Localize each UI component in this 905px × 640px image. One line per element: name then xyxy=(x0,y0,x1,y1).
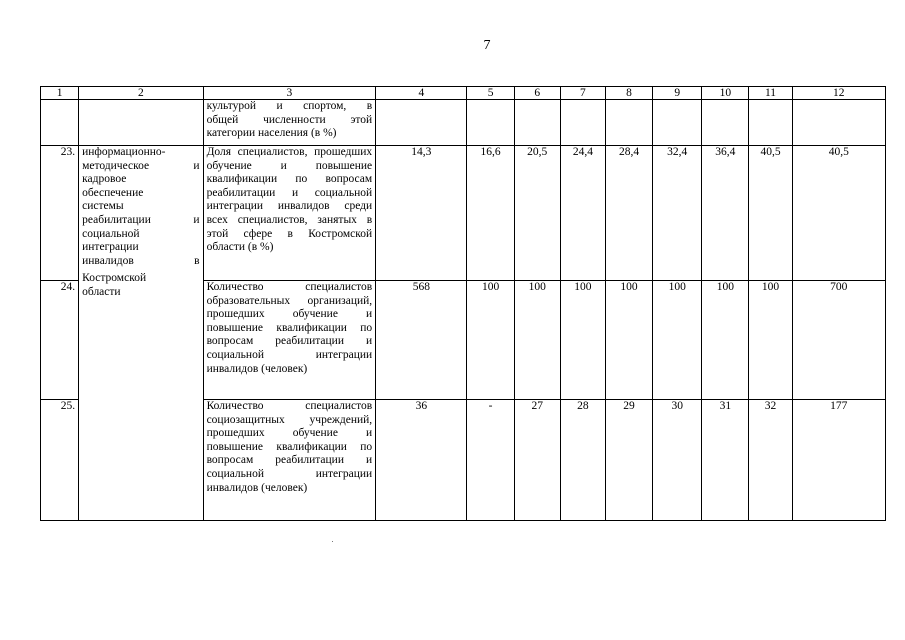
column-number-row xyxy=(41,87,886,100)
value-cell xyxy=(605,100,652,146)
value-cell: 32,4 xyxy=(653,146,702,281)
value-cell: 36,4 xyxy=(702,146,749,281)
direction-line xyxy=(82,214,199,228)
value-cell: 32 xyxy=(749,400,792,521)
value-cell: 36 xyxy=(376,400,467,521)
row-number: 23. xyxy=(41,146,79,281)
direction-cell xyxy=(79,100,203,146)
column-header: 3 xyxy=(203,87,376,100)
direction-line xyxy=(82,146,199,160)
value-cell: 100 xyxy=(467,281,514,400)
value-cell: 30 xyxy=(653,400,702,521)
value-cell: 14,3 xyxy=(376,146,467,281)
value-cell xyxy=(702,100,749,146)
column-header: 4 xyxy=(376,87,467,100)
text-fragment: спортом, xyxy=(303,100,347,112)
column-header: 8 xyxy=(605,87,652,100)
text-fragment: социальной xyxy=(82,227,140,240)
indicator-description: Количество специалистов социозащитных учреждений, прошедших обучение и повышение квалификации по вопросам реабилитации и социальной интеграции инвалидов (человек) xyxy=(203,400,376,521)
scan-speck xyxy=(332,541,333,542)
value-cell xyxy=(792,100,885,146)
direction-line xyxy=(82,187,199,201)
value-cell: 700 xyxy=(792,281,885,400)
value-cell: 31 xyxy=(702,400,749,521)
text-fragment: кадровое xyxy=(82,173,127,186)
indicator-description: Доля специалистов, прошедших обучение и повышение квалификации по вопросам реабилитации и социальной интеграции инвалидов среди всех специалистов, занятых в этой сфере в Костромской области (в %) xyxy=(203,146,376,281)
description-line xyxy=(207,100,373,114)
text-fragment: обеспечение xyxy=(82,186,144,199)
value-cell: 16,6 xyxy=(467,146,514,281)
row-number xyxy=(41,100,79,146)
column-header: 1 xyxy=(41,87,79,100)
text-fragment: общей xyxy=(206,113,239,126)
value-cell xyxy=(653,100,702,146)
value-cell xyxy=(376,100,467,146)
page-number: 7 xyxy=(483,38,491,53)
table-row xyxy=(41,146,886,281)
value-cell: 100 xyxy=(560,281,605,400)
indicator-description: Количество специалистов образовательных организаций, прошедших обучение и повышение квалификации по вопросам реабилитации и социальной интеграции инвалидов (человек) xyxy=(203,281,376,400)
text-fragment: и xyxy=(276,100,283,112)
text-fragment: методическое xyxy=(82,159,150,172)
value-cell: 100 xyxy=(749,281,792,400)
value-cell: 100 xyxy=(653,281,702,400)
value-cell: 24,4 xyxy=(560,146,605,281)
direction-line xyxy=(82,200,199,214)
value-cell: 40,5 xyxy=(749,146,792,281)
text-fragment: информационно- xyxy=(82,146,166,158)
indicator-description xyxy=(203,100,376,146)
value-cell xyxy=(749,100,792,146)
text-fragment: и xyxy=(193,159,200,172)
text-fragment: культурой xyxy=(206,100,257,112)
row-number: 25. xyxy=(41,400,79,521)
direction-line xyxy=(82,286,199,300)
text-fragment: интеграции xyxy=(82,241,139,254)
value-cell: 100 xyxy=(702,281,749,400)
value-cell: 20,5 xyxy=(514,146,560,281)
value-cell xyxy=(514,100,560,146)
column-header: 5 xyxy=(467,87,514,100)
value-cell: 27 xyxy=(514,400,560,521)
value-cell: 28 xyxy=(560,400,605,521)
text-fragment: реабилитации xyxy=(82,213,151,226)
row-number: 24. xyxy=(41,281,79,400)
column-header: 2 xyxy=(79,87,203,100)
value-cell: 568 xyxy=(376,281,467,400)
text-fragment: в xyxy=(194,254,200,267)
text-fragment: инвалидов xyxy=(82,254,134,267)
value-cell xyxy=(467,100,514,146)
value-cell: 100 xyxy=(514,281,560,400)
column-header: 9 xyxy=(653,87,702,100)
column-header: 7 xyxy=(560,87,605,100)
value-cell: 29 xyxy=(605,400,652,521)
text-fragment: области xyxy=(82,285,121,298)
text-fragment: этой xyxy=(350,113,373,126)
column-header: 6 xyxy=(514,87,560,100)
direction-line xyxy=(82,272,199,286)
value-cell xyxy=(560,100,605,146)
continuation-row xyxy=(41,100,886,146)
value-cell: 40,5 xyxy=(792,146,885,281)
direction-line xyxy=(82,160,199,174)
direction-line xyxy=(82,173,199,187)
text-fragment: системы xyxy=(82,200,124,213)
description-line: категории населения (в %) xyxy=(206,127,337,140)
column-header: 11 xyxy=(749,87,792,100)
value-cell: 100 xyxy=(605,281,652,400)
text-fragment: Костромской xyxy=(82,272,147,285)
text-fragment: и xyxy=(193,213,200,226)
direction-line xyxy=(82,228,199,242)
column-header: 10 xyxy=(702,87,749,100)
direction-line xyxy=(82,241,199,255)
description-line xyxy=(207,114,373,128)
value-cell: 177 xyxy=(792,400,885,521)
text-fragment: в xyxy=(366,100,373,112)
text-fragment: численности xyxy=(263,113,326,126)
indicators-table xyxy=(40,86,886,521)
value-cell: 28,4 xyxy=(605,146,652,281)
value-cell: - xyxy=(467,400,514,521)
direction-cell xyxy=(79,146,203,521)
column-header: 12 xyxy=(792,87,885,100)
direction-line xyxy=(82,255,199,269)
